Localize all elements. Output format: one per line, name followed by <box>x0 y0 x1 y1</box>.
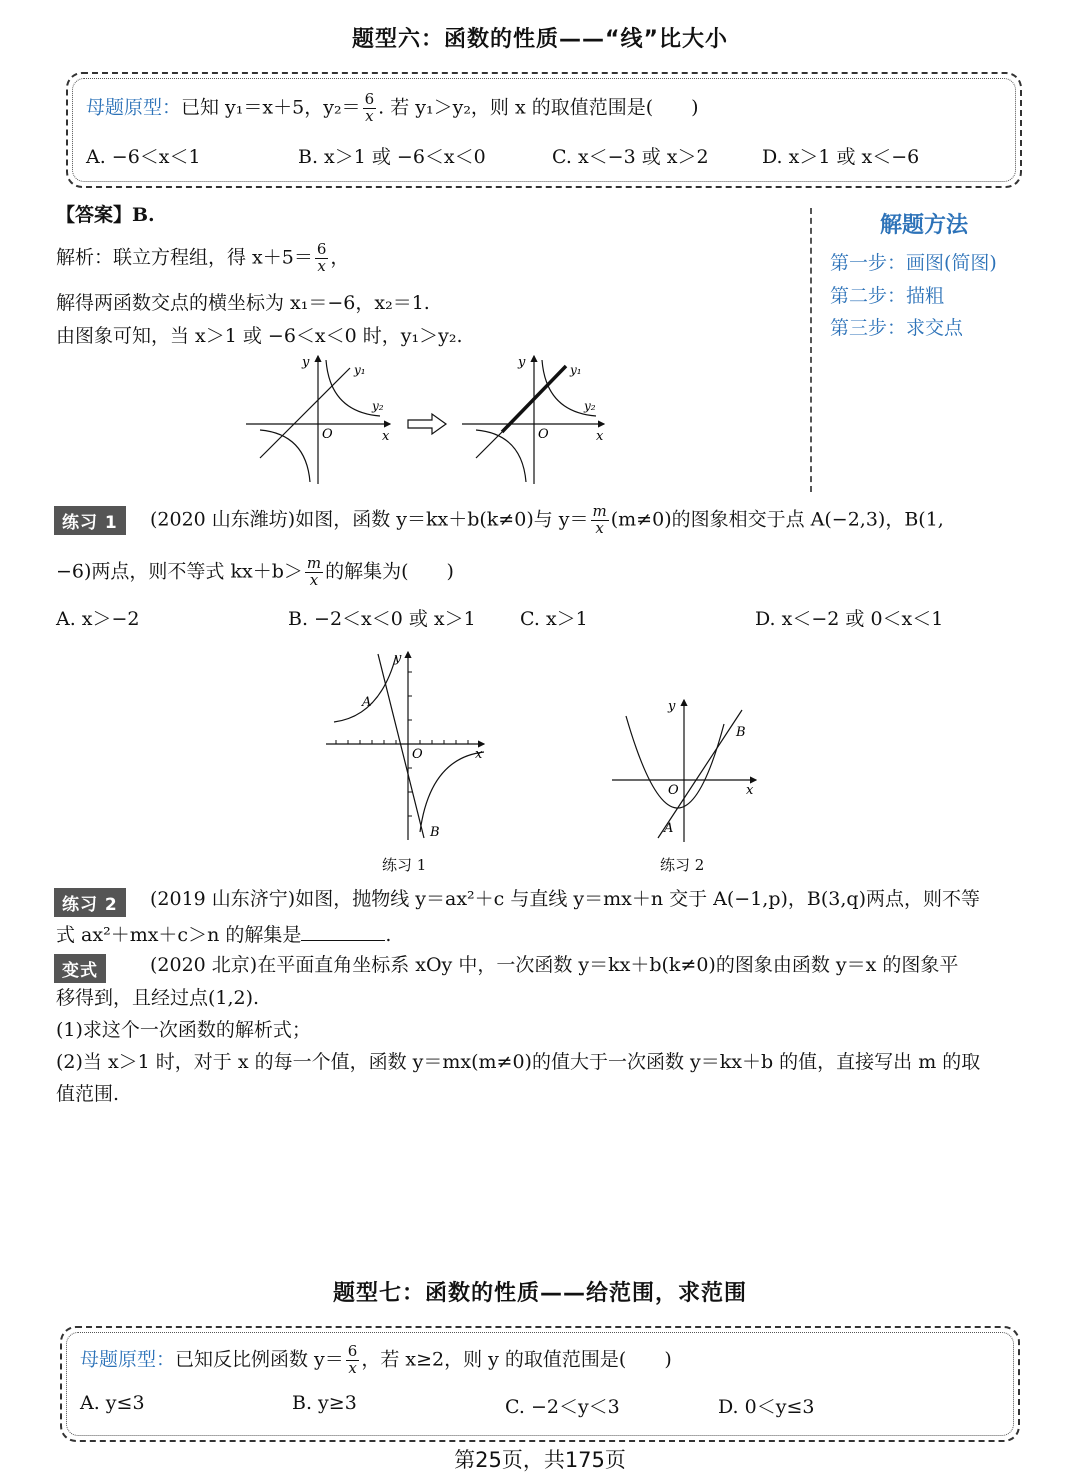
page-footer: 第25页，共175页 <box>454 1448 626 1472</box>
option-d: D. x＞1 或 x＜−6 <box>762 146 920 168</box>
answer-graphs <box>240 352 620 487</box>
variant-line-2: 移得到，且经过点(1,2). <box>56 987 260 1009</box>
y1-label: y₁ <box>570 363 582 377</box>
fraction: $\frac{6}{x}$ <box>316 240 327 275</box>
practice1-line-1: (2020 山东潍坊)如图，函数 y＝kx＋b(k≠0)与 y＝ $\frac{m}{x}$ (m≠0)的图象相交于点 A(−2,3)，B(1, <box>150 502 944 537</box>
answer-label: 【答案】B. <box>56 204 155 226</box>
hyperbola-left <box>476 430 526 482</box>
method-step-1: 第一步：画图(简图) <box>830 252 997 274</box>
prompt-text-a: 已知 y₁＝x＋5，y₂＝ <box>181 96 361 119</box>
line-kx-b <box>378 654 424 838</box>
variant-q2-line-1: (2)当 x＞1 时，对于 x 的每一个值，函数 y＝mx(m≠0)的值大于一次函数 y＝kx＋b 的值，直接写出 m 的取 <box>56 1051 981 1073</box>
variant-line-1: (2020 北京)在平面直角坐标系 xOy 中，一次函数 y＝kx＋b(k≠0)的图象由函数 y＝x 的图象平 <box>150 954 959 976</box>
option-c: C. x＜−3 或 x＞2 <box>552 146 709 168</box>
method-step-2: 第二步：描粗 <box>830 285 945 307</box>
fraction: $\frac{6}{x}$ <box>364 90 375 125</box>
section7-option-b: B. y≥3 <box>292 1392 357 1414</box>
fraction: $\frac{6}{x}$ <box>347 1342 358 1377</box>
option-a: A. −6＜x＜1 <box>86 146 201 168</box>
section7-option-c: C. −2＜y＜3 <box>505 1396 620 1418</box>
x-label: x <box>382 429 390 444</box>
x-label: x <box>746 783 754 798</box>
section6-prompt-box <box>66 72 1022 188</box>
graph-left <box>246 355 390 484</box>
practice1-graph <box>320 646 490 846</box>
y1-label: y₁ <box>354 363 366 377</box>
practice1-option-a: A. x＞−2 <box>56 608 140 630</box>
origin-label: O <box>322 427 333 442</box>
graph-right <box>462 355 604 484</box>
point-b-label: B <box>430 825 440 840</box>
x-label: x <box>475 747 483 762</box>
practice1-caption: 练习 1 <box>382 856 427 874</box>
origin-label: O <box>538 427 549 442</box>
line-mx-n <box>658 710 742 838</box>
practice2-tag: 练习 2 <box>54 888 126 917</box>
x-label: x <box>596 429 604 444</box>
answer-blank <box>301 921 385 941</box>
hyperbola-left <box>260 430 310 482</box>
prompt-label: 母题原型： <box>80 1348 176 1371</box>
y-label: y <box>394 651 402 666</box>
point-a-label: A <box>664 821 674 836</box>
point-b-label: B <box>736 725 746 740</box>
y-label: y <box>668 699 676 714</box>
origin-label: O <box>412 747 423 762</box>
option-b: B. x＞1 或 −6＜x＜0 <box>298 146 486 168</box>
variant-q1: (1)求这个一次函数的解析式； <box>56 1019 311 1041</box>
practice1-option-c: C. x＞1 <box>520 608 588 630</box>
section7-option-d: D. 0＜y≤3 <box>718 1396 815 1418</box>
y-label: y <box>302 355 310 370</box>
section6-prompt <box>86 92 699 125</box>
practice1-line-2: −6)两点，则不等式 kx＋b＞ $\frac{m}{x}$ 的解集为( ) <box>56 554 454 589</box>
section7-title: 题型七：函数的性质——给范围，求范围 <box>332 1281 747 1306</box>
prompt-label: 母题原型： <box>86 96 182 119</box>
section7-option-a: A. y≤3 <box>80 1392 145 1414</box>
practice1-tag: 练习 1 <box>54 506 126 535</box>
fraction: $\frac{m}{x}$ <box>306 554 322 589</box>
practice2-line-1: (2019 山东济宁)如图，抛物线 y＝ax²＋c 与直线 y＝mx＋n 交于 A(−1,p)，B(3,q)两点，则不等 <box>150 888 980 910</box>
practice1-option-d: D. x＜−2 或 0＜x＜1 <box>755 608 944 630</box>
section7-prompt: 母题原型：已知反比例函数 y＝ $\frac{6}{x}$ ，若 x≥2，则 y 的取值范围是( ) <box>80 1342 672 1377</box>
hyperbola-lower <box>420 752 484 832</box>
practice1-option-b: B. −2＜x＜0 或 x＞1 <box>288 608 476 630</box>
method-divider <box>810 208 812 492</box>
answer-line-2: 解得两函数交点的横坐标为 x₁＝−6，x₂＝1. <box>56 292 430 314</box>
variant-q2-line-2: 值范围. <box>56 1083 120 1105</box>
variant-tag: 变式 <box>54 954 106 983</box>
prompt-text-b: . 若 y₁＞y₂，则 x 的取值范围是( ) <box>378 96 699 119</box>
practice2-graph <box>606 696 762 844</box>
y2-label: y₂ <box>372 399 384 413</box>
answer-line-1: 解析：联立方程组，得 x＋5＝ $\frac{6}{x}$ ， <box>56 240 350 275</box>
point-a-label: A <box>362 695 372 710</box>
origin-label: O <box>668 783 679 798</box>
practice2-line-2: 式 ax²＋mx＋c＞n 的解集是 . <box>56 921 391 947</box>
answer-line-3: 由图象可知，当 x＞1 或 −6＜x＜0 时，y₁＞y₂. <box>56 325 463 347</box>
section6-title: 题型六：函数的性质——“线”比大小 <box>352 27 728 52</box>
fraction: $\frac{m}{x}$ <box>592 502 607 537</box>
y-label: y <box>518 355 526 370</box>
arrow-right-icon <box>408 414 446 434</box>
method-title: 解题方法 <box>880 213 969 238</box>
y2-label: y₂ <box>584 399 596 413</box>
method-step-3: 第三步：求交点 <box>830 317 964 339</box>
line-y1 <box>260 368 350 458</box>
practice2-caption: 练习 2 <box>660 856 705 874</box>
